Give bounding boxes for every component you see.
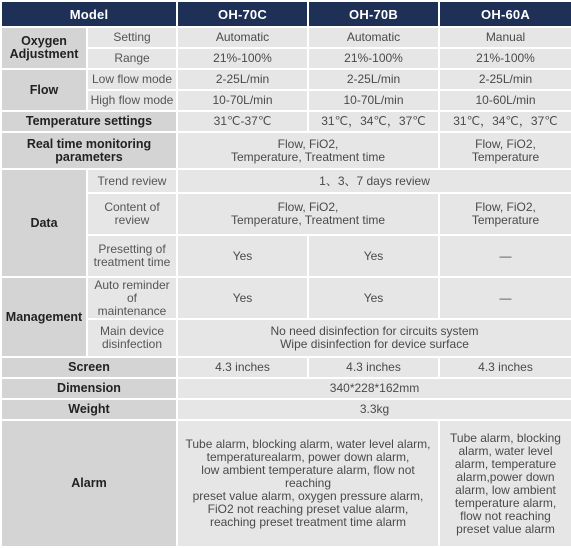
- disinfection-value-line-2: Wipe disinfection for device surface: [280, 337, 469, 351]
- row-flow-low: [1, 69, 571, 90]
- label-main-device-disinfection: [87, 319, 177, 357]
- alarm-oh60a-line-5: alarm, low ambient: [455, 482, 556, 497]
- alarm-oh60a-line-7: flow not reaching: [460, 508, 551, 523]
- value-reminder-oh-70b: Yes: [308, 277, 439, 319]
- row-dimension: [1, 378, 571, 399]
- value-high-flow-oh-60a: 10-60L/min: [439, 90, 571, 111]
- row-oxygen-setting: [1, 27, 571, 48]
- content-oh60a-line-1: Flow, FiO2,: [475, 200, 536, 214]
- label-weight: Weight: [1, 399, 177, 420]
- label-content-of-review: [87, 193, 177, 235]
- row-alarm: [1, 420, 571, 547]
- alarm-oh60a-line-4: alarm,power down: [456, 469, 555, 484]
- row-weight: [1, 399, 571, 420]
- disinfection-label-line-1: Main device: [99, 324, 165, 338]
- value-dimension: 340*228*162mm: [177, 378, 571, 399]
- row-presetting: [1, 235, 571, 277]
- alarm-merged-line-5: FiO2 not reaching preset value alarm,: [207, 502, 409, 516]
- value-temperature-oh-70c: 31℃-37℃: [177, 111, 308, 132]
- value-range-oh-70b: 21%-100%: [308, 48, 439, 69]
- label-range: Range: [87, 48, 177, 69]
- content-merged-line-2: Temperature, Treatment time: [230, 213, 386, 227]
- label-oxygen-line-2: Adjustment: [9, 47, 79, 61]
- alarm-oh60a-line-6: temperature alarm,: [454, 495, 557, 510]
- label-alarm: Alarm: [1, 420, 177, 547]
- value-weight: 3.3kg: [177, 399, 571, 420]
- alarm-merged-line-4: preset value alarm, oxygen pressure alarm,: [192, 489, 424, 503]
- label-auto-reminder: [87, 277, 177, 319]
- value-setting-oh-70b: Automatic: [308, 27, 439, 48]
- alarm-merged-line-1: Tube alarm, blocking alarm, water level alarm,: [185, 437, 431, 451]
- row-oxygen-range: [1, 48, 571, 69]
- label-oxygen-line-1: Oxygen: [21, 34, 67, 48]
- content-merged-line-1: Flow, FiO2,: [277, 200, 339, 214]
- content-label-line-2: review: [114, 213, 150, 227]
- value-range-oh-60a: 21%-100%: [439, 48, 571, 69]
- preset-label-line-2: treatment time: [93, 255, 171, 269]
- value-screen-oh-70c: 4.3 inches: [177, 357, 308, 378]
- value-reminder-oh-70c: Yes: [177, 277, 308, 319]
- label-monitoring-line-2: parameters: [55, 149, 123, 164]
- label-data: Data: [1, 169, 87, 277]
- value-monitoring-oh-60a: [439, 132, 571, 169]
- value-high-flow-oh-70b: 10-70L/min: [308, 90, 439, 111]
- monitoring-merged-line-2: Temperature, Treatment time: [230, 149, 386, 164]
- value-alarm-oh-60a: [439, 420, 571, 547]
- row-disinfection: [1, 319, 571, 357]
- reminder-label-line-2: maintenance: [97, 303, 167, 318]
- value-preset-oh-70c: Yes: [177, 235, 308, 277]
- reminder-label-line-1: Auto reminder of: [94, 277, 170, 305]
- label-monitoring-line-1: Real time monitoring: [26, 136, 152, 151]
- label-presetting: [87, 235, 177, 277]
- disinfection-value-line-1: No need disinfection for circuits system: [270, 324, 479, 338]
- label-setting: Setting: [87, 27, 177, 48]
- alarm-merged-line-2: temperaturealarm, power down alarm,: [206, 450, 410, 464]
- monitoring-oh60a-line-1: Flow, FiO2,: [475, 136, 536, 151]
- label-dimension: Dimension: [1, 378, 177, 399]
- preset-label-line-1: Presetting of: [98, 242, 166, 256]
- label-management: Management: [1, 277, 87, 357]
- value-temperature-oh-60a: 31℃，34℃，37℃: [439, 111, 571, 132]
- value-high-flow-oh-70c: 10-70L/min: [177, 90, 308, 111]
- value-screen-oh-60a: 4.3 inches: [439, 357, 571, 378]
- row-temperature: [1, 111, 571, 132]
- label-high-flow: High flow mode: [87, 90, 177, 111]
- content-label-line-1: Content of: [104, 200, 160, 214]
- value-content-oh-70c-70b: [177, 193, 439, 235]
- alarm-oh60a-line-3: alarm, temperature: [454, 456, 557, 471]
- value-setting-oh-70c: Automatic: [177, 27, 308, 48]
- row-trend-review: [1, 169, 571, 193]
- row-flow-high: [1, 90, 571, 111]
- header-model: Model: [1, 1, 177, 27]
- alarm-merged-line-3: low ambient temperature alarm, flow not reaching: [201, 463, 415, 490]
- value-alarm-oh-70c-70b: [177, 420, 439, 547]
- label-oxygen-adjustment: [1, 27, 87, 69]
- label-real-time-monitoring: [1, 132, 177, 169]
- alarm-oh60a-line-1: Tube alarm, blocking: [450, 430, 561, 445]
- value-low-flow-oh-60a: 2-25L/min: [439, 69, 571, 90]
- label-trend-review: Trend review: [87, 169, 177, 193]
- label-low-flow: Low flow mode: [87, 69, 177, 90]
- alarm-oh60a-line-8: preset value alarm: [456, 521, 555, 536]
- row-screen: [1, 357, 571, 378]
- label-temperature-settings: Temperature settings: [1, 111, 177, 132]
- alarm-merged-line-6: reaching preset treatment time alarm: [209, 515, 407, 529]
- value-trend-review: 1、3、7 days review: [177, 169, 571, 193]
- value-low-flow-oh-70c: 2-25L/min: [177, 69, 308, 90]
- header-oh-60a: OH-60A: [439, 1, 571, 27]
- value-screen-oh-70b: 4.3 inches: [308, 357, 439, 378]
- label-screen: Screen: [1, 357, 177, 378]
- monitoring-merged-line-1: Flow, FiO2,: [277, 136, 339, 151]
- value-content-oh-60a: [439, 193, 571, 235]
- row-auto-reminder: [1, 277, 571, 319]
- value-preset-oh-60a: —: [439, 235, 571, 277]
- value-disinfection: [177, 319, 571, 357]
- value-setting-oh-60a: Manual: [439, 27, 571, 48]
- row-monitoring: [1, 132, 571, 169]
- header-oh-70b: OH-70B: [308, 1, 439, 27]
- value-temperature-oh-70b: 31℃，34℃，37℃: [308, 111, 439, 132]
- header-oh-70c: OH-70C: [177, 1, 308, 27]
- disinfection-label-line-2: disinfection: [101, 337, 163, 351]
- label-flow: Flow: [1, 69, 87, 111]
- value-monitoring-oh-70c-70b: [177, 132, 439, 169]
- monitoring-oh60a-line-2: Temperature: [471, 149, 540, 164]
- value-reminder-oh-60a: —: [439, 277, 571, 319]
- value-low-flow-oh-70b: 2-25L/min: [308, 69, 439, 90]
- header-row: [1, 1, 571, 27]
- content-oh60a-line-2: Temperature: [471, 213, 540, 227]
- value-range-oh-70c: 21%-100%: [177, 48, 308, 69]
- row-content-review: [1, 193, 571, 235]
- value-preset-oh-70b: Yes: [308, 235, 439, 277]
- alarm-oh60a-line-2: alarm, water level: [458, 443, 553, 458]
